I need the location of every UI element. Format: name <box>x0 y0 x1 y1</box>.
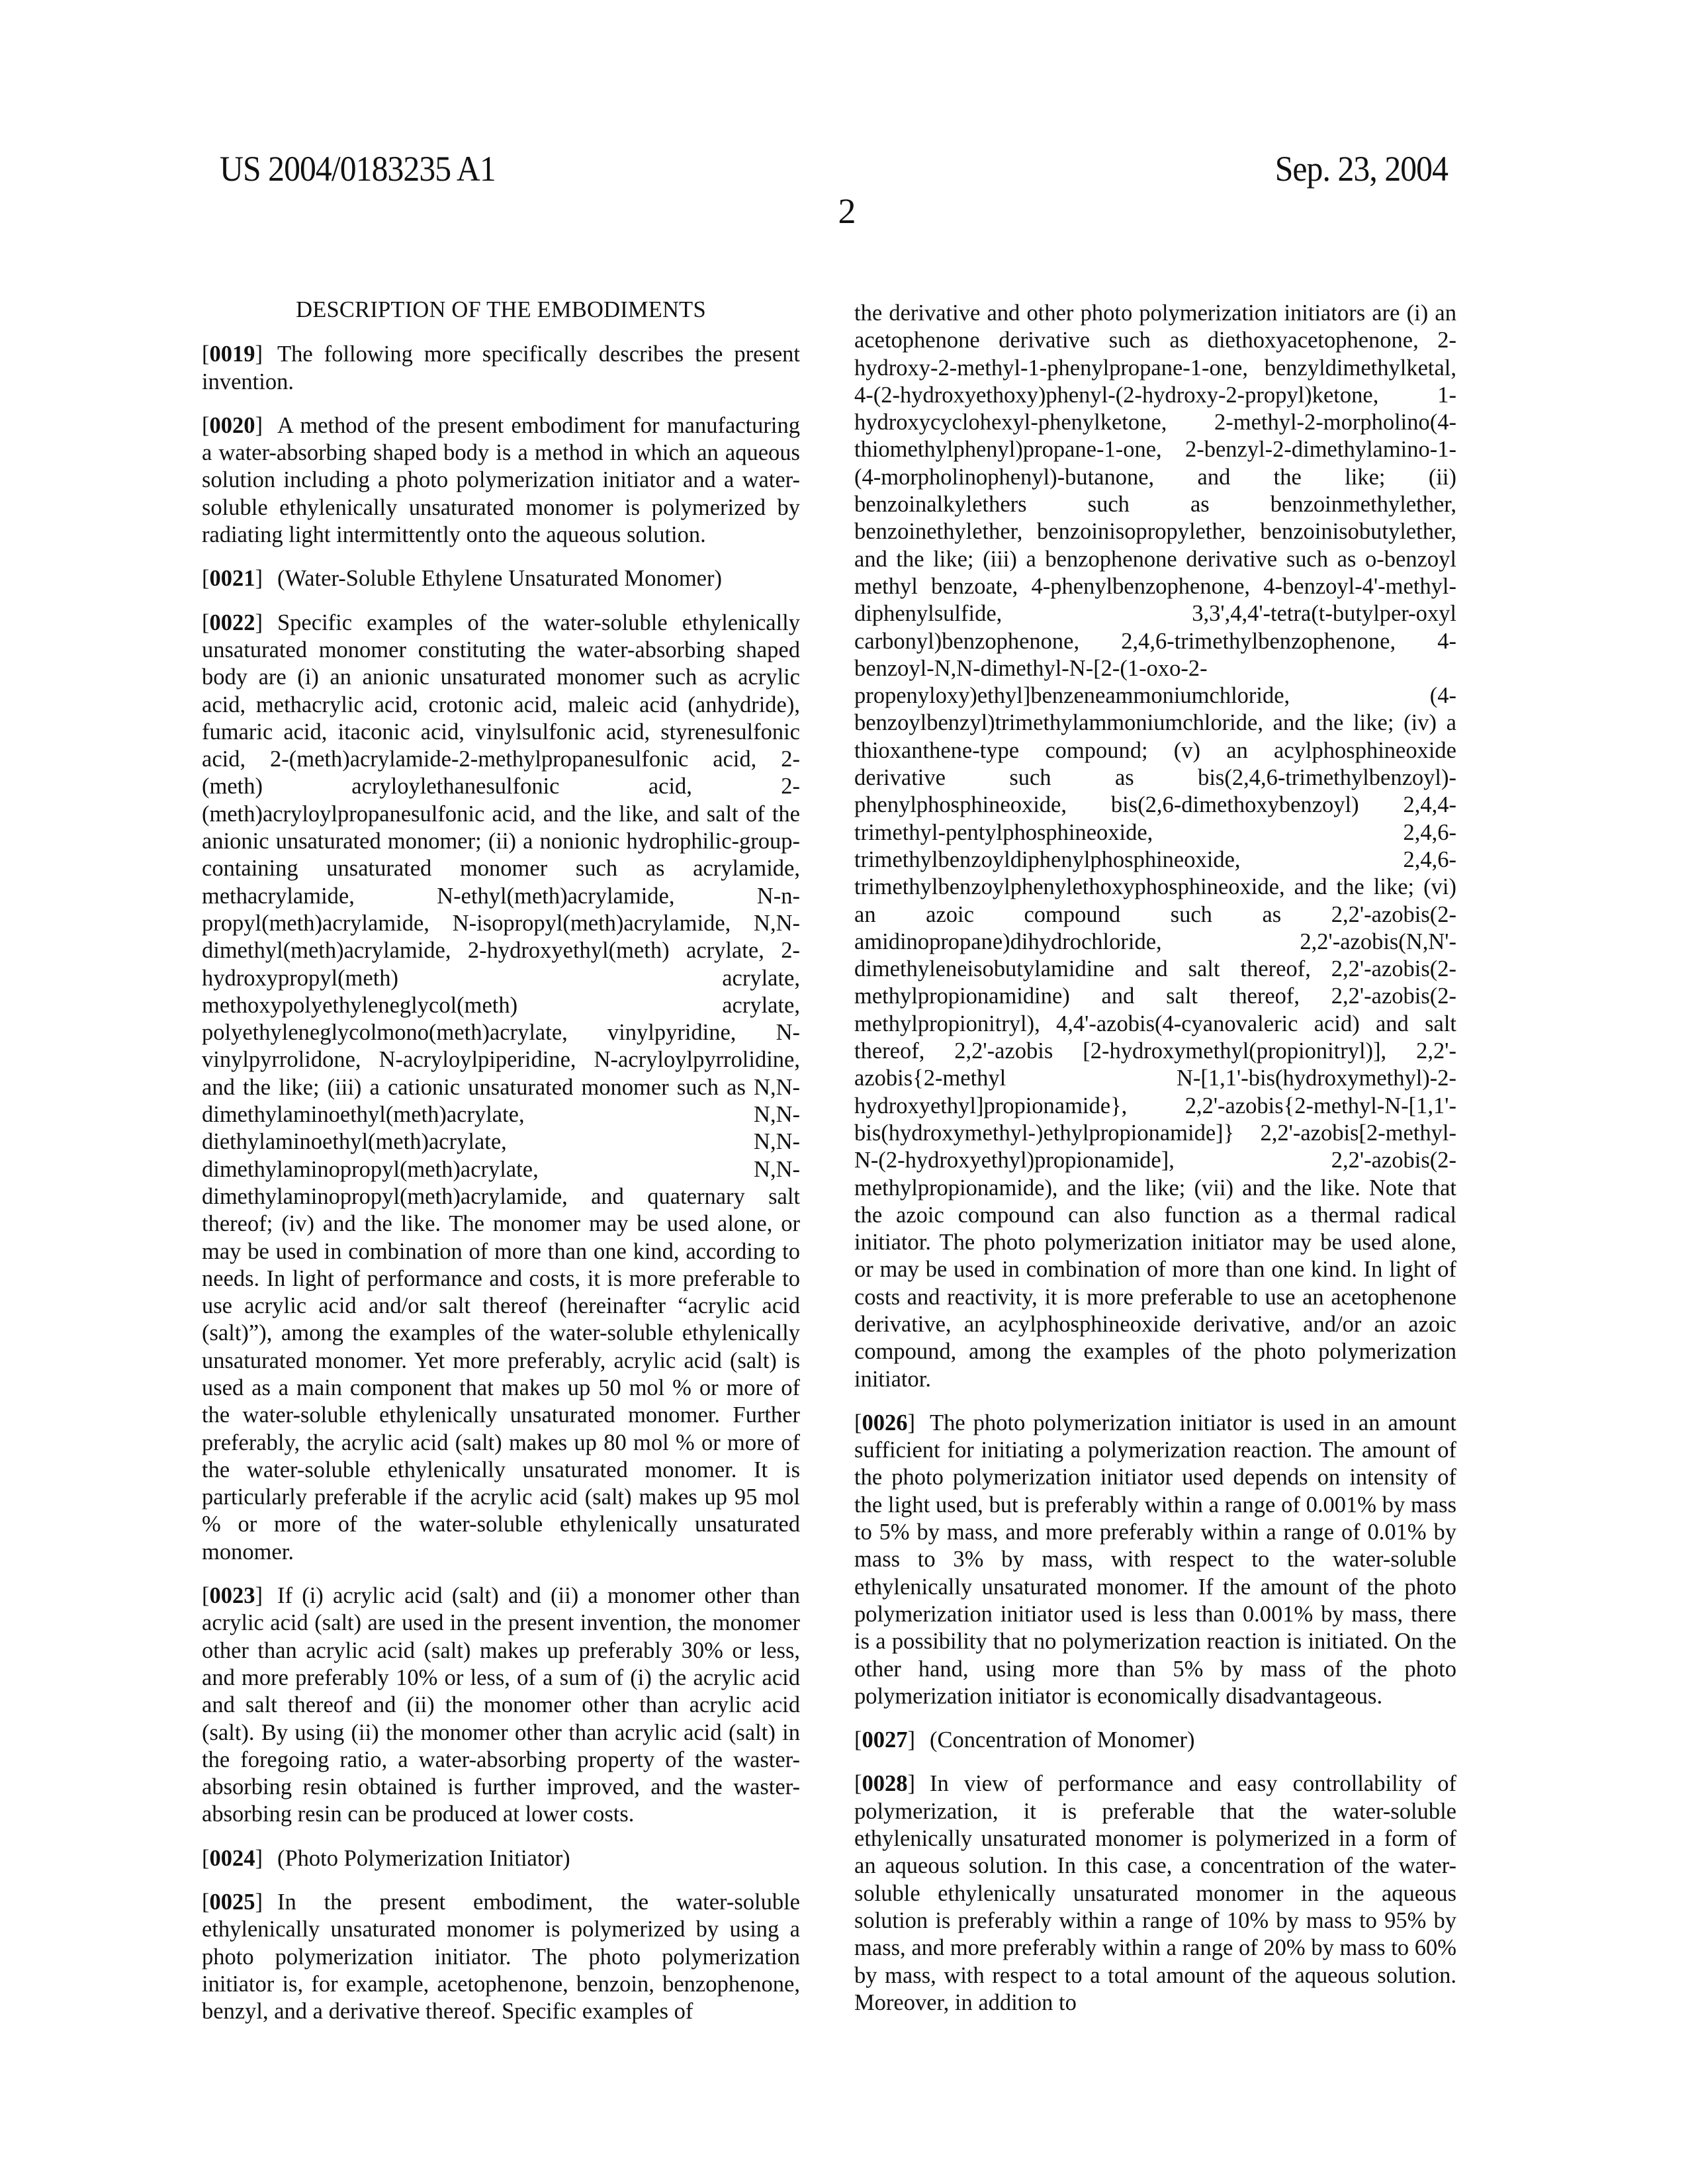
paragraph-number: [ 0024 ] <box>202 1846 263 1871</box>
paragraph-0019 <box>202 341 800 396</box>
subheading-text: (Water-Soluble Ethylene Unsaturated Monomer) <box>277 566 722 592</box>
paragraph-0026 <box>854 1410 1456 1710</box>
paragraph-0025-continuation: the derivative and other photo polymerization initiators are (i) an acetophenone derivative such as diethoxyacetophenone, 2-hydroxy-2-methyl-1-phenylpropane-1-one, benzyldimethylketal, 4-(2-hydroxyethoxy)phenyl-(2-hydroxy-2-propyl)ketone, 1-hydroxycyclohexyl-phenylketone, 2-methyl-2-morpholino(4-thiomethylphenyl)propane-1-one, 2-benzyl-2-dimethylamino-1-(4-morpholinophenyl)-butanone, and the like; (ii) benzoinalkylethers such as benzoinmethylether, benzoinethylether, benzoinisopropylether, benzoinisobutylether, and the like; (iii) a benzophenone derivative such as o-benzoyl methyl benzoate, 4-phenylbenzophenone, 4-benzoyl-4'-methyl-diphenylsulfide, 3,3',4,4'-tetra(t-butylper-oxyl carbonyl)benzophenone, 2,4,6-trimethylbenzophenone, 4-benzoyl-N,N-dimethyl-N-[2-(1-oxo-2-propenyloxy)ethyl]benzeneammoniumchloride, (4-benzoylbenzyl)trimethylammoniumchloride, and the like; (iv) a thioxanthene-type compound; (v) an acylphosphineoxide derivative such as bis(2,4,6-trimethylbenzoyl)-phenylphosphineoxide, bis(2,6-dimethoxybenzoyl) 2,4,4-trimethyl-pentylphosphineoxide, 2,4,6-trimethylbenzoyldiphenylphosphineoxide, 2,4,6-trimethylbenzoylphenylethoxyphosphineoxide, and the like; (vi) an azoic compound such as 2,2'-azobis(2-amidinopropane)dihydrochloride, 2,2'-azobis(N,N'-dimethyleneisobutylamidine and salt thereof, 2,2'-azobis(2-methylpropionamidine) and salt thereof, 2,2'-azobis(2-methylpropionitryl), 4,4'-azobis(4-cyanovaleric acid) and salt thereof, 2,2'-azobis [2-hydroxymethyl(propionitryl)], 2,2'-azobis{2-methyl N-[1,1'-bis(hydroxymethyl)-2-hydroxyethyl]propionamide}, 2,2'-azobis{2-methyl-N-[1,1'-bis(hydroxymethyl-)ethylpropionamide]} 2,2'-azobis[2-methyl-N-(2-hydroxyethyl)propionamide], 2,2'-azobis(2-methylpropionamide), and the like; (vii) and the like. Note that the azoic compound can also function as a thermal radical initiator. The photo polymerization initiator may be used alone, or may be used in combination of more than one kind. In light of costs and reactivity, it is more preferable to use an acetophenone derivative, an acylphosphineoxide derivative, and/or an azoic compound, among the examples of the photo polymerization initiator. <box>854 300 1456 1392</box>
paragraph-0020 <box>202 412 800 549</box>
subheading-text: (Concentration of Monomer) <box>930 1727 1195 1753</box>
paragraph-0025 <box>202 1889 800 2025</box>
paragraph-number: [ 0027 ] <box>854 1727 915 1752</box>
section-heading: DESCRIPTION OF THE EMBODIMENTS <box>296 297 706 322</box>
paragraph-0023 <box>202 1582 800 1829</box>
right-column <box>854 300 1456 2033</box>
paragraph-number: [ 0023 ] <box>202 1583 263 1608</box>
paragraph-text: In the present embodiment, the water-soluble ethylenically unsaturated monomer is polymerized by using a photo polymerization initiator. The photo polymerization initiator is, for example, acetophenone, benzoin, benzophenone, benzyl, and a derivative thereof. Specific examples of <box>202 1889 800 2025</box>
paragraph-number: [ 0020 ] <box>202 413 263 438</box>
paragraph-text: The photo polymerization initiator is used in an amount sufficient for initiating a polymerization reaction. The amount of the photo polymerization initiator used depends on intensity of the light used, but is preferably within a range of 0.001% by mass to 5% by mass, and more preferably within a range of 0.01% by mass to 3% by mass, with respect to the water-soluble ethylenically unsaturated monomer. If the amount of the photo polymerization initiator used is less than 0.001% by mass, there is a possibility that no polymerization reaction is initiated. On the other hand, using more than 5% by mass of the photo polymerization initiator is economically disadvantageous. <box>854 1410 1456 1709</box>
left-column <box>202 296 800 2042</box>
publication-date: Sep. 23, 2004 <box>1274 149 1448 189</box>
paragraph-number: [ 0022 ] <box>202 610 263 635</box>
paragraph-0027-subheading <box>854 1727 1456 1754</box>
paragraph-0021-subheading <box>202 565 800 592</box>
paragraph-0024-subheading <box>202 1845 800 1872</box>
paragraph-text: The following more specifically describes the present invention. <box>202 341 800 394</box>
paragraph-0028 <box>854 1770 1456 2017</box>
paragraph-number: [ 0019 ] <box>202 341 263 367</box>
paragraph-text: If (i) acrylic acid (salt) and (ii) a monomer other than acrylic acid (salt) are used in the present invention, the monomer other than acrylic acid (salt) makes up preferably 30% or less, and more preferably 10% or less, of a sum of (i) the acrylic acid and salt thereof and (ii) the monomer other than acrylic acid (salt). By using (ii) the monomer other than acrylic acid (salt) in the foregoing ratio, a water-absorbing property of the waster-absorbing resin obtained is further improved, and the waster-absorbing resin can be produced at lower costs. <box>202 1583 800 1827</box>
paragraph-text: Specific examples of the water-soluble ethylenically unsaturated monomer constituting the water-absorbing shaped body are (i) an anionic unsaturated monomer such as acrylic acid, methacrylic acid, crotonic acid, maleic acid (anhydride), fumaric acid, itaconic acid, vinylsulfonic acid, styrenesulfonic acid, 2-(meth)acrylamide-2-methylpropanesulfonic acid, 2-(meth) acryloylethanesulfonic acid, 2-(meth)acryloylpropanesulfonic acid, and the like, and salt of the anionic unsaturated monomer; (ii) a nonionic hydrophilic-group-containing unsaturated monomer such as acrylamide, methacrylamide, N-ethyl(meth)acrylamide, N-n-propyl(meth)acrylamide, N-isopropyl(meth)acrylamide, N,N-dimethyl(meth)acrylamide, 2-hydroxyethyl(meth) acrylate, 2-hydroxypropyl(meth) acrylate, methoxypolyethyleneglycol(meth) acrylate, polyethyleneglycolmono(meth)acrylate, vinylpyridine, N-vinylpyrrolidone, N-acryloylpiperidine, N-acryloylpyrrolidine, and the like; (iii) a cationic unsaturated monomer such as N,N-dimethylaminoethyl(meth)acrylate, N,N-diethylaminoethyl(meth)acrylate, N,N-dimethylaminopropyl(meth)acrylate, N,N-dimethylaminopropyl(meth)acrylamide, and quaternary salt thereof; (iv) and the like. The monomer may be used alone, or may be used in combination of more than one kind, according to needs. In light of performance and costs, it is more preferable to use acrylic acid and/or salt thereof (hereinafter “acrylic acid (salt)”), among the examples of the water-soluble ethylenically unsaturated monomer. Yet more preferably, acrylic acid (salt) is used as a main component that makes up 50 mol % or more of the water-soluble ethylenically unsaturated monomer. Further preferably, the acrylic acid (salt) makes up 80 mol % or more of the water-soluble ethylenically unsaturated monomer. It is particularly preferable if the acrylic acid (salt) makes up 95 mol % or more of the water-soluble ethylenically unsaturated monomer. <box>202 610 800 1565</box>
page-number: 2 <box>838 191 856 231</box>
paragraph-text: In view of performance and easy controllability of polymerization, it is preferable that the water-soluble ethylenically unsaturated monomer is polymerized in a form of an aqueous solution. In this case, a concentration of the water-soluble ethylenically unsaturated monomer in the aqueous solution is preferably within a range of 10% by mass to 95% by mass, and more preferably within a range of 20% by mass to 60% by mass, with respect to a total amount of the aqueous solution. Moreover, in addition to <box>854 1771 1456 2015</box>
publication-number: US 2004/0183235 A1 <box>220 149 496 189</box>
paragraph-number: [ 0025 ] <box>202 1889 263 1915</box>
subheading-text: (Photo Polymerization Initiator) <box>277 1845 570 1871</box>
paragraph-0022 <box>202 610 800 1566</box>
paragraph-text: A method of the present embodiment for manufacturing a water-absorbing shaped body is a method in which an aqueous solution including a photo polymerization initiator and a water-soluble ethylenically unsaturated monomer is polymerized by radiating light intermittently onto the aqueous solution. <box>202 412 800 548</box>
paragraph-number: [ 0026 ] <box>854 1410 915 1435</box>
paragraph-number: [ 0021 ] <box>202 566 263 591</box>
paragraph-number: [ 0028 ] <box>854 1771 915 1796</box>
